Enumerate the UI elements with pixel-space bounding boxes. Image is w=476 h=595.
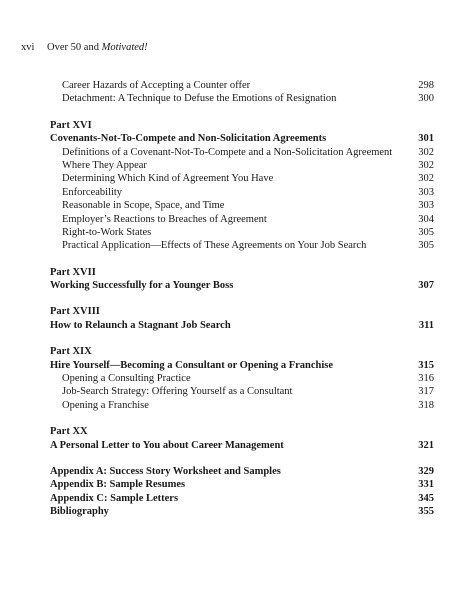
toc-entry-page: 318 xyxy=(418,399,434,411)
toc-entry-page: 304 xyxy=(418,213,434,225)
part-heading-page: 321 xyxy=(418,439,434,451)
part-label: Part XX xyxy=(50,426,88,438)
toc-entry xyxy=(50,159,434,172)
part-heading-title: How to Relaunch a Stagnant Job Search xyxy=(50,319,231,331)
part-label: Part XVIII xyxy=(50,306,100,318)
part-heading-title: A Personal Letter to You about Career Management xyxy=(50,439,284,451)
part-heading-title: Covenants-Not-To-Compete and Non-Solicitation Agreements xyxy=(50,133,327,145)
appendix-entry: Appendix A: Success Story Worksheet and Samples 329 xyxy=(50,465,434,477)
toc-entry xyxy=(50,213,434,226)
toc-entry-page: 305 xyxy=(418,240,434,252)
part-heading-title: Working Successfully for a Younger Boss xyxy=(50,280,234,292)
toc-entry xyxy=(50,92,434,105)
toc-entry-title: Enforceability xyxy=(62,186,123,198)
toc-entry-page: 302 xyxy=(418,173,434,185)
part-heading xyxy=(50,279,434,292)
toc-entry-page: 303 xyxy=(418,200,434,212)
part-heading-page: 301 xyxy=(418,133,434,145)
toc-entry xyxy=(50,172,434,185)
running-head xyxy=(21,42,148,53)
running-head-page-number: xvi xyxy=(21,42,35,53)
running-head-title: Over 50 and xyxy=(47,42,99,53)
toc-entry-title: Right-to-Work States xyxy=(62,226,152,238)
toc-entry-title: Career Hazards of Accepting a Counter offer xyxy=(62,80,251,91)
toc-entry-page: 303 xyxy=(418,186,434,198)
part-label: Part XIX xyxy=(50,346,92,358)
toc-entry-page: 302 xyxy=(418,159,434,171)
toc-entry xyxy=(50,399,434,412)
bibliography-entry: Bibliography 355 xyxy=(50,506,434,518)
toc-entry-title: Job-Search Strategy: Offering Yourself as a Consultant xyxy=(62,386,293,398)
part-heading xyxy=(50,132,434,145)
part-heading-page: 315 xyxy=(418,359,434,371)
toc-entry xyxy=(50,146,434,159)
toc-entry xyxy=(50,79,434,92)
toc-entry xyxy=(50,186,434,199)
toc-entry-title: Employer’s Reactions to Breaches of Agreement xyxy=(62,213,267,225)
toc-entry xyxy=(50,385,434,398)
toc-entry-title: Definitions of a Covenant-Not-To-Compete and a Non-Solicitation Agreement xyxy=(62,146,393,158)
table-of-contents xyxy=(50,79,434,519)
appendix-entry: Appendix C: Sample Letters 345 xyxy=(50,492,434,504)
part-heading xyxy=(50,359,434,372)
part-label: Part XVI xyxy=(50,119,92,131)
part-label: Part XVII xyxy=(50,266,96,278)
toc-entry-page: 302 xyxy=(418,146,434,158)
toc-entry xyxy=(50,372,434,385)
toc-entry-title: Where They Appear xyxy=(62,159,147,171)
part-heading-page: 311 xyxy=(418,319,434,331)
toc-entry xyxy=(50,226,434,239)
toc-entry-page: 316 xyxy=(418,373,434,385)
part-heading xyxy=(50,439,434,452)
part-heading-page: 307 xyxy=(418,280,434,292)
toc-entry-page: 298 xyxy=(418,80,434,91)
toc-entry-title: Reasonable in Scope, Space, and Time xyxy=(62,200,225,212)
toc-entry-title: Detachment: A Technique to Defuse the Emotions of Resignation xyxy=(62,93,337,105)
part-heading xyxy=(50,319,434,332)
appendix-entry: Appendix B: Sample Resumes 331 xyxy=(50,479,434,491)
toc-entry-page: 317 xyxy=(418,386,434,398)
toc-entry-title: Practical Application—Effects of These Agreements on Your Job Search xyxy=(62,240,367,252)
part-heading-title: Hire Yourself—Becoming a Consultant or Opening a Franchise xyxy=(50,359,334,371)
toc-entry xyxy=(50,199,434,212)
toc-entry xyxy=(50,239,434,252)
toc-entry-page: 305 xyxy=(418,226,434,238)
toc-entry-page: 300 xyxy=(418,93,434,105)
toc-entry-title: Opening a Franchise xyxy=(62,399,149,411)
running-head-title-italic: Motivated! xyxy=(101,42,148,53)
toc-entry-title: Opening a Consulting Practice xyxy=(62,373,191,385)
toc-entry-title: Determining Which Kind of Agreement You Have xyxy=(62,173,274,185)
